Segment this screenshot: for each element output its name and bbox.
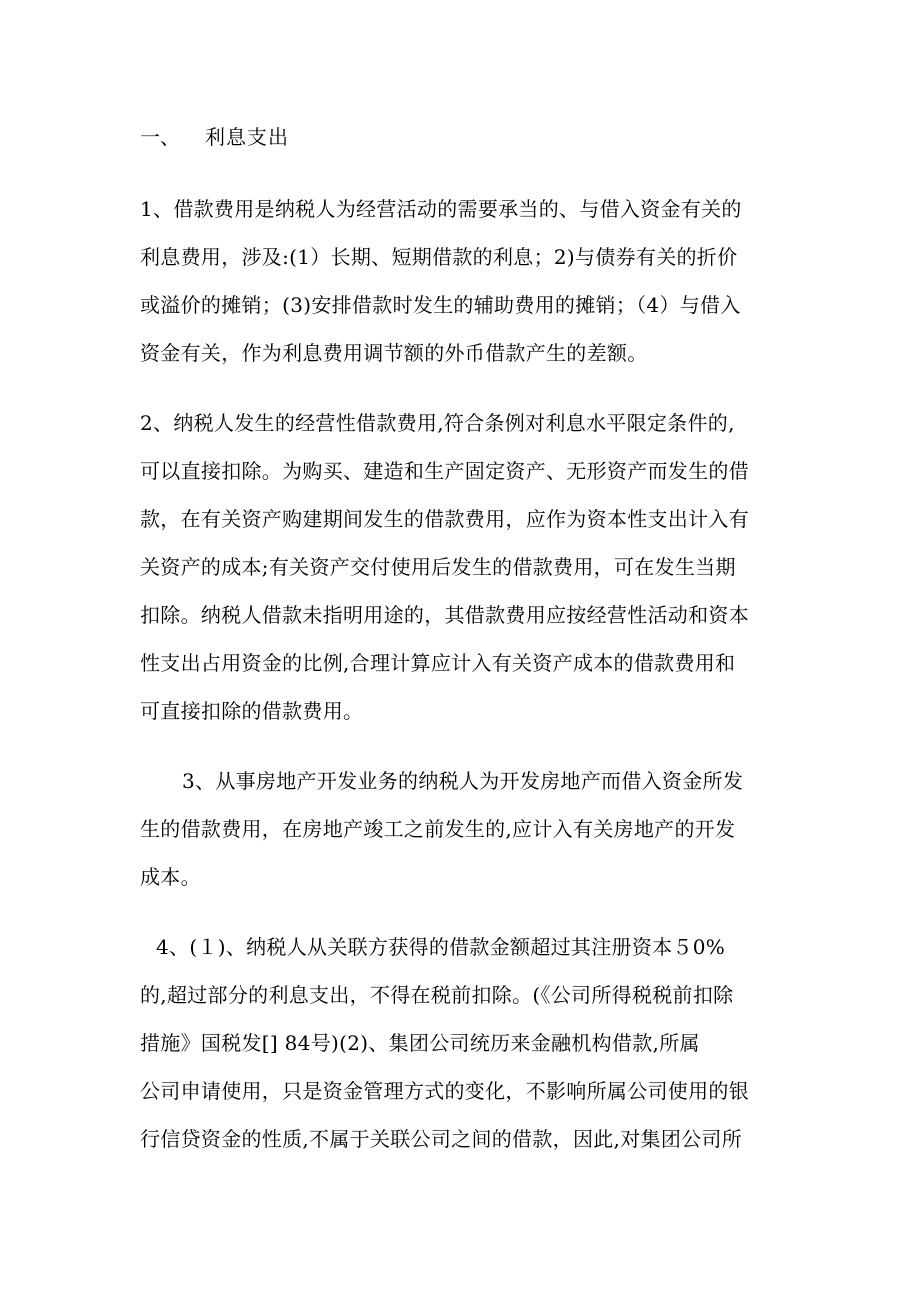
text-line: 性支出占用资金的比例,合理计算应计入有关资产成本的借款费用和 bbox=[140, 651, 736, 675]
text-line: 资金有关，作为利息费用调节额的外币借款产生的差额。 bbox=[140, 341, 648, 365]
text-line: 3、从事房地产开发业务的纳税人为开发房地产而借入资金所发 bbox=[182, 769, 744, 793]
text-line: 关资产的成本;有关资产交付使用后发生的借款费用，可在发生当期 bbox=[140, 555, 736, 579]
text-line: 成本。 bbox=[140, 865, 201, 889]
text-line: 款，在有关资产购建期间发生的借款费用，应作为资本性支出计入有 bbox=[140, 507, 749, 531]
text-line: 可直接扣除的借款费用。 bbox=[140, 699, 364, 723]
text-line: 1、借款费用是纳税人为经营活动的需要承当的、与借入资金有关的 bbox=[140, 197, 742, 221]
text-line: 4、(１)、纳税人从关联方获得的借款金额超过其注册资本５0% bbox=[156, 935, 726, 959]
text-line: 可以直接扣除。为购买、建造和生产固定资产、无形资产而发生的借 bbox=[140, 459, 749, 483]
text-line: 2、纳税人发生的经营性借款费用,符合条例对利息水平限定条件的, bbox=[140, 411, 735, 435]
text-line: 的,超过部分的利息支出，不得在税前扣除。(《公司所得税税前扣除 bbox=[140, 983, 734, 1007]
text-line: 公司申请使用，只是资金管理方式的变化，不影响所属公司使用的银 bbox=[140, 1079, 749, 1103]
section-number: 一、 bbox=[140, 125, 180, 149]
text-line: 利息费用，涉及:(1）长期、短期借款的利息；2)与债券有关的折价 bbox=[140, 245, 738, 269]
text-line: 生的借款费用，在房地产竣工之前发生的,应计入有关房地产的开发 bbox=[140, 817, 736, 841]
text-line: 措施》国税发[] 84号)(2)、集团公司统历来金融机构借款,所属 bbox=[140, 1031, 700, 1055]
section-title: 利息支出 bbox=[205, 125, 289, 149]
text-line: 或溢价的摊销；(3)安排借款时发生的辅助费用的摊销；（4）与借入 bbox=[140, 293, 741, 317]
text-line: 扣除。纳税人借款未指明用途的，其借款费用应按经营性活动和资本 bbox=[140, 603, 749, 627]
text-line: 行信贷资金的性质,不属于关联公司之间的借款，因此,对集团公司所 bbox=[140, 1127, 743, 1151]
